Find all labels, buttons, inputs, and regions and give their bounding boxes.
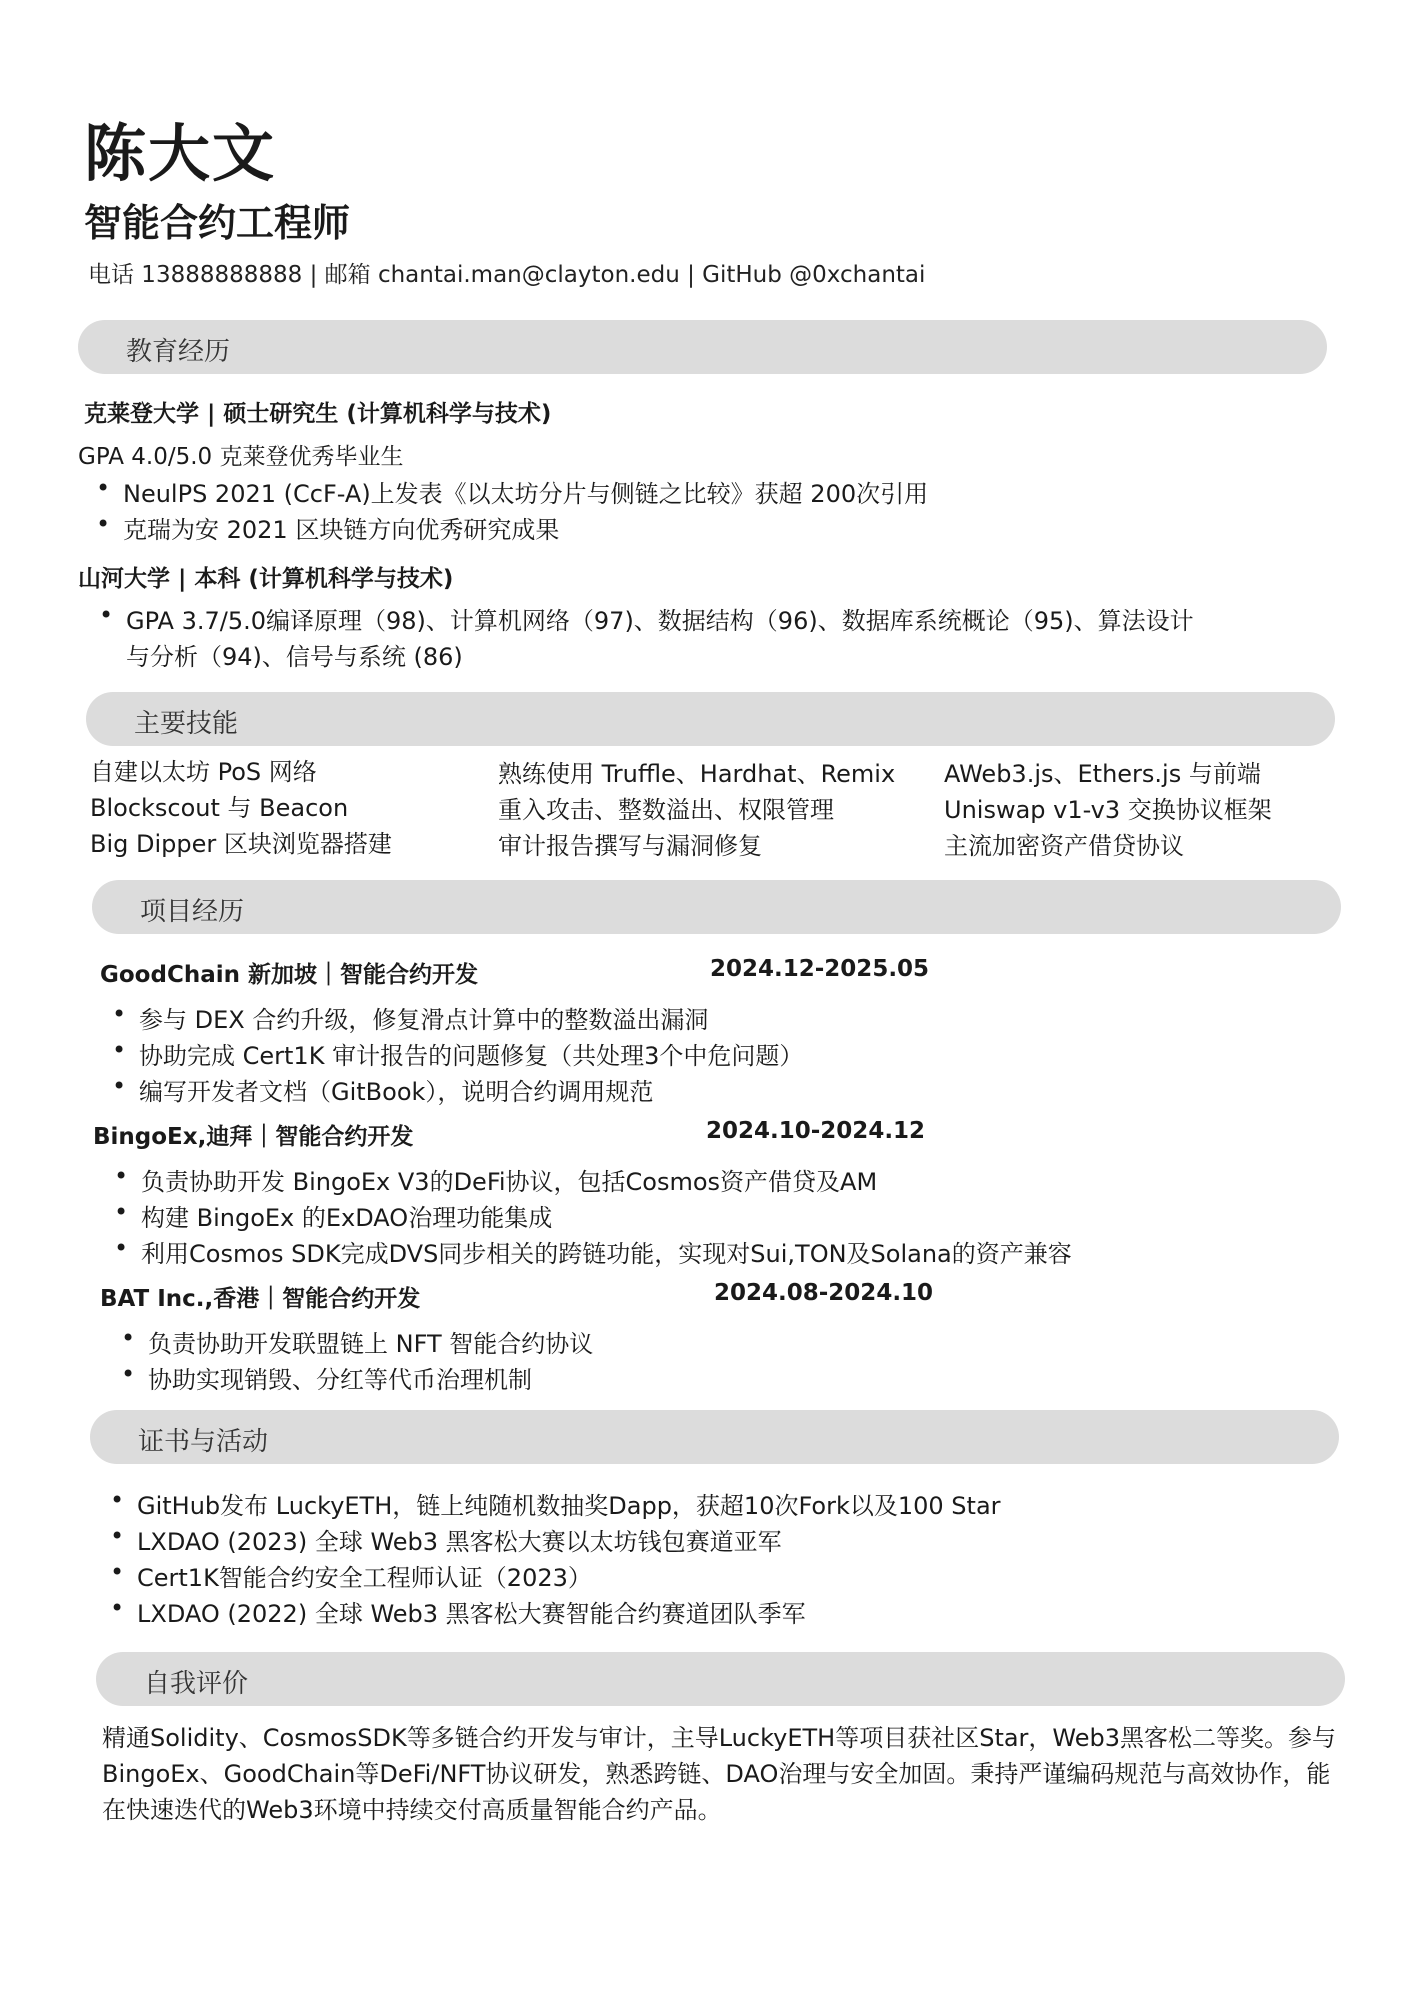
skill-item: Blockscout 与 Beacon [90, 794, 349, 822]
candidate-name: 陈大文 [84, 117, 277, 190]
skill-item: 熟练使用 Truffle、Hardhat、Remix [498, 760, 896, 788]
list-item: • 构建 BingoEx 的ExDAO治理功能集成 [141, 1198, 552, 1233]
list-item: • 负责协助开发 BingoEx V3的DeFi协议，包括Cosmos资产借贷及AM [141, 1162, 877, 1197]
contact-line: 电话 13888888888 | 邮箱 chantai.man@clayton.edu | GitHub @0xchantai [88, 262, 926, 288]
project-heading: BAT Inc.,香港｜智能合约开发 [100, 1286, 421, 1312]
section-header-projects [92, 880, 1341, 934]
section-header-self-eval [96, 1652, 1345, 1706]
list-item: • 负责协助开发联盟链上 NFT 智能合约协议 [148, 1324, 593, 1359]
section-header-education [78, 320, 1327, 374]
list-item: • 利用Cosmos SDK完成DVS同步相关的跨链功能，实现对Sui,TON及Solana的资产兼容 [141, 1234, 1072, 1269]
list-item: • 编写开发者文档（GitBook），说明合约调用规范 [139, 1072, 653, 1107]
job-title: 智能合约工程师 [84, 201, 351, 245]
section-header-certificates [90, 1410, 1339, 1464]
section-header-skills [86, 692, 1335, 746]
list-item: • LXDAO (2022) 全球 Web3 黑客松大赛智能合约赛道团队季军 [137, 1594, 806, 1629]
education-heading: 克莱登大学 | 硕士研究生 (计算机科学与技术) [84, 401, 552, 427]
skill-item: 主流加密资产借贷协议 [944, 832, 1184, 860]
skill-item: 审计报告撰写与漏洞修复 [498, 832, 762, 860]
list-item: • 协助实现销毁、分红等代币治理机制 [148, 1360, 532, 1395]
project-date: 2024.08-2024.10 [714, 1280, 934, 1306]
skill-item: Big Dipper 区块浏览器搭建 [90, 830, 392, 858]
project-date: 2024.10-2024.12 [706, 1118, 926, 1144]
skill-item: 重入攻击、整数溢出、权限管理 [498, 796, 834, 824]
section-title: 教育经历 [126, 337, 231, 367]
skill-item: Uniswap v1-v3 交换协议框架 [944, 796, 1272, 824]
list-item: • GPA 3.7/5.0编译原理（98)、计算机网络（97)、数据结构（96)、数据库系统概论（95)、算法设计 [126, 601, 1194, 636]
section-title: 证书与活动 [138, 1427, 269, 1457]
list-item: • 克瑞为安 2021 区块链方向优秀研究成果 [123, 510, 559, 545]
list-item: • 参与 DEX 合约升级，修复滑点计算中的整数溢出漏洞 [139, 1000, 708, 1035]
section-title: 项目经历 [140, 897, 245, 927]
list-item-continuation: 与分析（94)、信号与系统 (86) [126, 643, 463, 671]
education-gpa: GPA 4.0/5.0 克莱登优秀毕业生 [78, 444, 404, 470]
education-heading: 山河大学 | 本科 (计算机科学与技术) [78, 566, 454, 592]
project-heading: BingoEx,迪拜｜智能合约开发 [93, 1124, 414, 1150]
project-heading: GoodChain 新加坡｜智能合约开发 [100, 962, 478, 988]
section-title: 主要技能 [134, 709, 239, 739]
list-item: • Cert1K智能合约安全工程师认证（2023） [137, 1558, 592, 1593]
skill-item: 自建以太坊 PoS 网络 [90, 758, 317, 786]
section-title: 自我评价 [144, 1669, 249, 1699]
list-item: • GitHub发布 LuckyETH，链上纯随机数抽奖Dapp，获超10次Fork以及100 Star [137, 1486, 1001, 1521]
list-item: • NeulPS 2021 (CcF-A)上发表《以太坊分片与侧链之比较》获超 200次引用 [123, 474, 928, 509]
list-item: • LXDAO (2023) 全球 Web3 黑客松大赛以太坊钱包赛道亚军 [137, 1522, 782, 1557]
list-item: • 协助完成 Cert1K 审计报告的问题修复（共处理3个中危问题） [139, 1036, 803, 1071]
skill-item: AWeb3.js、Ethers.js 与前端 [944, 760, 1261, 788]
project-date: 2024.12-2025.05 [710, 956, 930, 982]
self-eval-paragraph: 精通Solidity、CosmosSDK等多链合约开发与审计，主导LuckyETH等项目获社区Star，Web3黑客松二等奖。参与BingoEx、GoodChain等DeFi/NFT协议研发，熟悉跨链、DAO治理与安全加固。秉持严谨编码规范与高效协作，能在快速迭代的Web3环境中持续交付高质量智能合约产品。 [102, 1724, 1337, 1824]
